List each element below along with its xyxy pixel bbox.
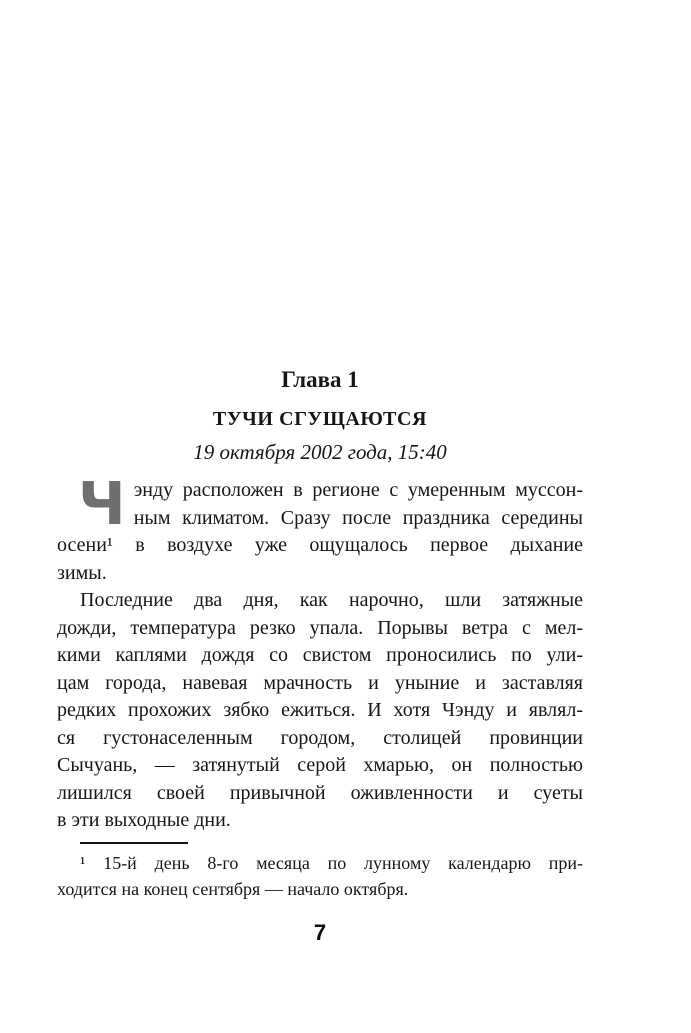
text-line: кими каплями дождя со свистом проносились по ули-	[57, 644, 583, 666]
text-line: ¹ 15-й день 8-го месяца по лунному календарю при-	[80, 852, 583, 873]
text-line: ся густонаселенным городом, столицей провинции	[57, 726, 583, 749]
drop-cap: Ч	[78, 469, 126, 538]
chapter-dateline: 19 октября 2002 года, 15:40	[193, 440, 447, 464]
chapter-number-heading: Глава 1	[281, 367, 359, 392]
footnote-divider	[80, 842, 188, 844]
paragraph	[57, 469, 583, 587]
body-text	[57, 469, 583, 835]
text-line: дожди, температура резко упала. Порывы ветра с мел-	[57, 616, 583, 639]
text-line: Последние два дня, как нарочно, шли затяжные	[80, 589, 583, 611]
text-line: ным климатом. Сразу после праздника середины	[133, 506, 583, 529]
text-line: цам города, навевая мрачность и уныние и заставляя	[57, 671, 583, 694]
footnote	[57, 850, 583, 902]
text-line: зимы.	[57, 561, 107, 584]
text-line: Сычуань, — затянутый серой хмарью, он полностью	[57, 754, 583, 776]
page-content	[57, 0, 583, 943]
chapter-title-heading: ТУЧИ СГУЩАЮТСЯ	[212, 408, 428, 430]
paragraph	[57, 587, 583, 835]
text-line: в эти выходные дни.	[57, 809, 231, 831]
text-line: энду расположен в регионе с умеренным муссон-	[133, 479, 583, 501]
text-line: ходится на конец сентября — начало октября.	[57, 878, 409, 899]
text-line: осени¹ в воздухе уже ощущалось первое дыхание	[57, 534, 583, 556]
text-line: лишился своей привычной оживленности и суеты	[57, 781, 583, 804]
page-number: 7	[313, 919, 327, 945]
text-line: редких прохожих зябко ежиться. И хотя Чэнду и являл-	[57, 699, 583, 721]
